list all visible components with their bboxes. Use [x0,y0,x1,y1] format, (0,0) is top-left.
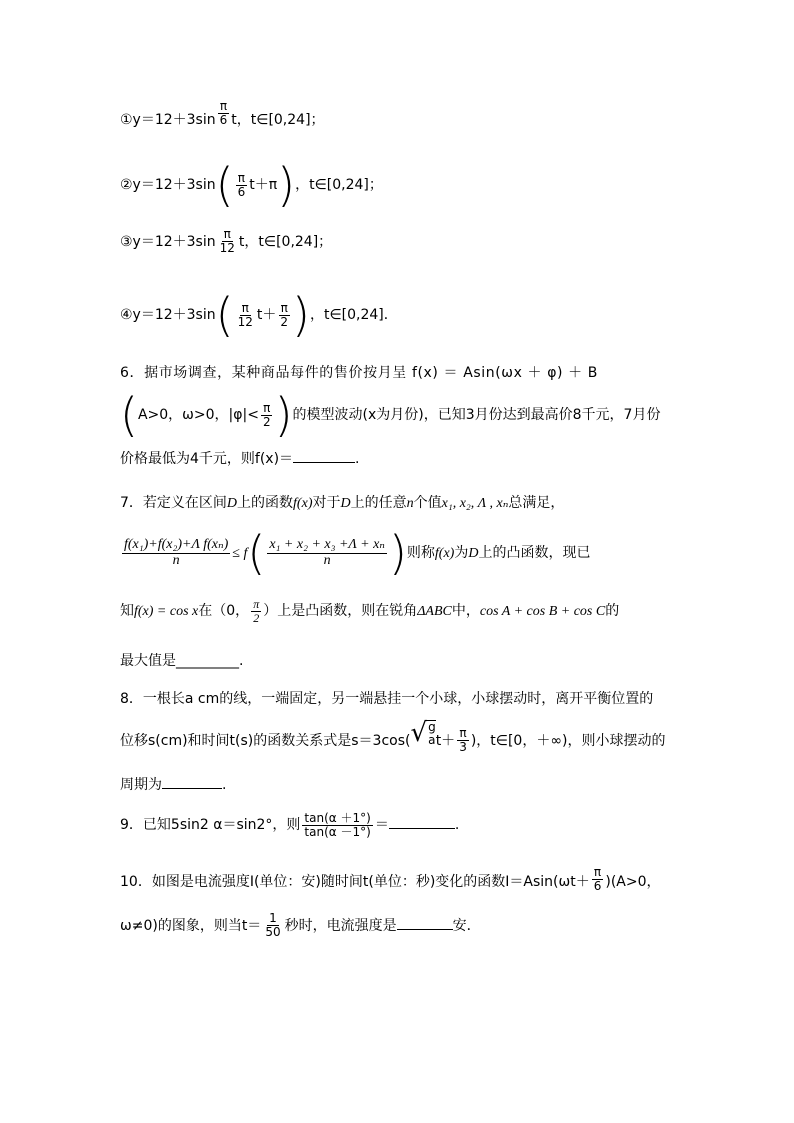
fraction-denominator: 12 [237,314,253,329]
q7-text-m: 中， [451,603,480,620]
q7-pi-half [251,598,261,624]
option-4-suffix: ，t∈[0,24]． [309,307,398,323]
fraction-numerator: π [241,300,249,315]
left-paren: ( [120,388,138,442]
q10-text-3: ω≠0)的图象，则当t＝ [120,918,262,934]
q6-condition: A>0，ω>0，|φ|< [137,407,259,423]
q10-line-1 [120,866,661,892]
q10-line-2 [120,912,481,938]
q7-text-l: ）上是凸函数，则在锐角 [263,603,418,620]
q7-triangle: ΔABC [417,604,452,620]
q10-text-2: )(A>0， [605,874,661,890]
q10-fraction-2 [263,912,282,938]
option-4-middle: t＋ [256,307,277,323]
fraction-denominator: n [323,552,331,568]
q7-text-d: 上的任意 [350,495,407,511]
left-paren: ( [215,158,234,212]
q8-line-3 [120,774,226,794]
q7-cos-function: f(x) = cos x [134,604,199,620]
fraction-numerator: π [593,865,602,879]
q9-answer-blank[interactable] [389,816,455,829]
fraction-numerator: tan(α ＋1°) [304,811,371,825]
sqrt-body [427,720,436,746]
fraction-denominator: 6 [593,878,602,893]
q7-text-h: 为 [454,545,469,561]
q10-text-1: 10．如图是电流强度I(单位：安)随时间t(单位：秒)变化的函数I＝Asin(ωt＋ [120,874,590,890]
option-2-fraction [236,172,248,198]
q6-answer-blank[interactable] [293,450,355,463]
q6-text-1: 6．据市场调查，某种商品每件的售价按月呈 f(x) ＝ Asin(ωx ＋ φ) ＋ B [120,365,599,381]
fraction-numerator: π [253,597,260,611]
option-4 [120,288,398,342]
q7-cos-sum: cos A + cos B + cos C [479,604,606,620]
q7-text-n: 的 [605,603,620,620]
q7-line-1 [120,492,564,512]
q8-text-3: t＋ [435,733,456,750]
q7-text-j: 知 [120,603,134,620]
fraction-numerator: π [280,300,288,315]
q6-period: . [355,451,360,467]
q7-text-b: 上的函数 [237,495,294,511]
q7-text-i: 上的凸函数，现已 [478,545,591,561]
option-2-suffix: ，t∈[0,24]； [295,177,383,193]
q7-values: x₁, x₂, Λ , xₙ [441,496,509,511]
q8-text-4: )，t∈[0，＋∞)，则小球摆动的 [470,733,666,750]
option-4-fraction-2 [278,302,290,328]
fraction-denominator: 2 [280,314,288,329]
q6-text-3: 价格最低为4千元，则f(x)＝ [120,451,294,467]
option-3-suffix: t，t∈[0,24]； [238,234,333,250]
q7-text-e: 个值 [413,495,442,511]
fraction-numerator: 1 [269,911,277,925]
option-4-prefix: ④y＝12＋3sin [120,307,216,323]
q8-sqrt [410,718,436,749]
q7-text-f: 总满足， [508,495,565,511]
fraction-denominator: 3 [459,739,467,754]
option-2-prefix: ②y＝12＋3sin [120,177,216,193]
fraction-numerator: π [219,99,228,113]
q7-text-c: 对于 [312,495,341,511]
q7-set-d: D [468,546,479,561]
option-3 [120,228,332,254]
q7-text-g: 则称 [406,545,435,561]
q8-text-2: 位移s(cm)和时间t(s)的函数关系式是s＝3cos( [120,733,411,750]
q7-right-fraction [267,538,387,568]
q9-text-2: ＝ [374,817,389,834]
fraction-numerator: x₁ + x₂ + x₃ +Λ + xₙ [269,536,385,552]
q8-text-1: 8．一根长a cm的线，一端固定，另一端悬挂一个小球，小球摆动时，离开平衡位置的 [120,691,654,707]
q7-left-fraction [122,538,230,568]
q6-text-2: 的模型波动(x为月份)，已知3月份达到最高价8千元，7月份 [292,407,661,423]
q7-n: n [406,496,414,511]
q9-period: . [454,817,460,834]
fraction-numerator: f(x₁)+f(x₂)+Λ f(xₙ) [124,536,229,552]
q7-text-k: 在（0， [198,603,250,620]
q6-line-3 [120,448,360,468]
option-3-prefix: ③y＝12＋3sin [120,234,216,250]
q8-line-1 [120,688,653,708]
q7-set-d: D [340,496,351,511]
q9-fraction [302,812,372,838]
right-paren: ) [277,158,296,212]
option-2 [120,158,383,212]
q7-text-a: 7．若定义在区间 [120,495,227,511]
q7-function: f(x) [293,496,313,511]
option-1-suffix: t，t∈[0,24]； [231,112,325,128]
option-2-middle: t＋π [249,177,278,193]
fraction-numerator: π [263,400,271,415]
q9-text-1: 9．已知5sin2 α＝sin2°，则 [120,817,301,834]
fraction-numerator: π [237,170,246,185]
q8-period: . [222,777,227,793]
sqrt-icon: √ [410,718,428,749]
q8-fraction [457,727,469,753]
fraction-denominator: 50 [265,924,281,939]
q6-line-1 [120,362,598,382]
fraction-denominator: 6 [219,112,228,127]
q10-text-5: 安． [452,918,481,934]
q8-text-5: 周期为 [120,777,162,793]
sqrt-top: g [428,720,436,734]
fraction-denominator: n [172,552,180,568]
option-1-prefix: ①y＝12＋3sin [120,112,216,128]
q10-fraction-1 [592,866,604,892]
q7-leq: ≤ f [232,546,248,561]
fraction-denominator: 6 [237,184,246,199]
q7-line-4 [120,650,243,670]
q8-line-2 [120,720,665,753]
option-1 [120,100,325,129]
q6-line-2 [120,388,661,442]
right-paren: ) [388,526,407,580]
fraction-denominator: 2 [262,414,271,429]
right-paren: ) [292,288,310,342]
option-3-fraction [218,228,237,254]
q7-function: f(x) [434,546,455,561]
q8-answer-blank[interactable] [162,776,222,789]
q7-set-d: D [226,496,238,511]
right-paren: ) [274,388,293,442]
fraction-denominator: tan(α －1°) [304,824,371,839]
q7-line-3 [120,598,619,624]
fraction-numerator: π [223,227,231,241]
q7-inequality [120,526,591,580]
q10-text-4: 秒时，电流强度是 [284,918,397,934]
fraction-denominator: 2 [253,610,260,625]
left-paren: ( [215,288,234,342]
q10-answer-blank[interactable] [397,917,453,930]
q6-fraction [261,402,273,428]
option-1-fraction [218,100,230,126]
q7-text-o: 最大值是_________. [120,653,244,669]
left-paren: ( [247,526,266,580]
fraction-denominator: 12 [219,240,235,255]
option-4-fraction-1 [236,302,255,328]
q9-line [120,812,459,838]
sqrt-bottom: a [428,732,436,747]
fraction-numerator: π [459,726,467,741]
